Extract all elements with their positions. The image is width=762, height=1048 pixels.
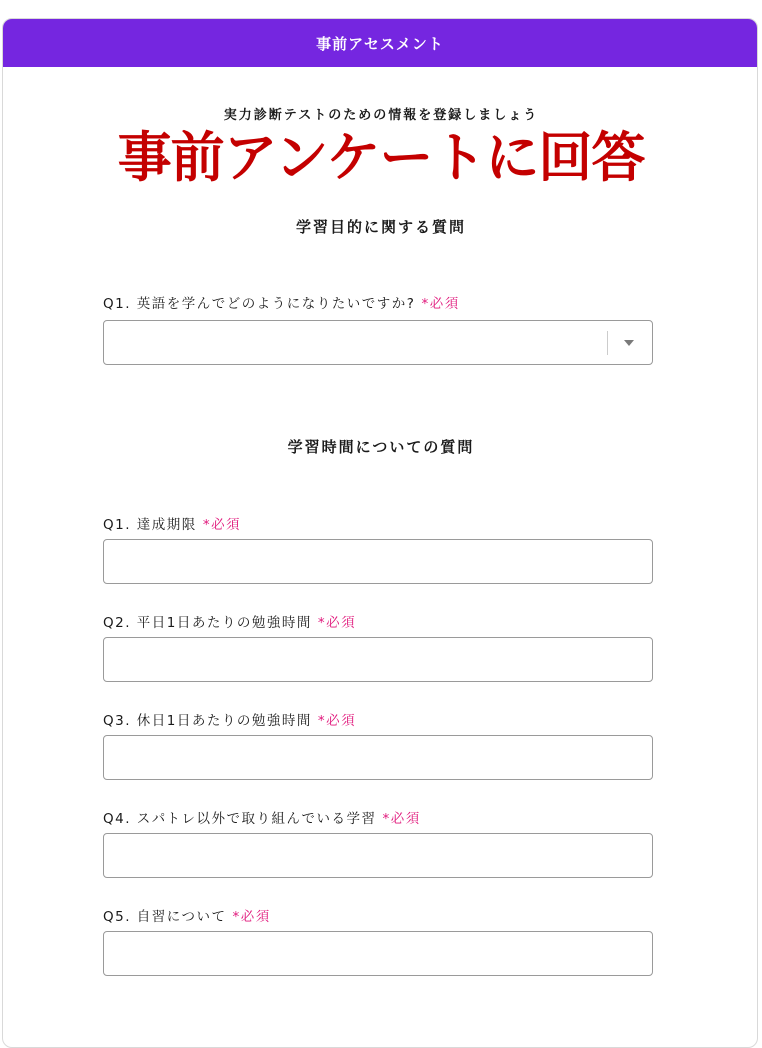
required-marker: *必須 bbox=[421, 296, 460, 312]
deadline-input-field[interactable] bbox=[103, 539, 653, 584]
question-text: Q5. 自習について bbox=[103, 909, 227, 925]
other-study-input-field[interactable] bbox=[103, 833, 653, 878]
holiday-hours-input[interactable] bbox=[104, 736, 652, 779]
section-heading-purpose: 学習目的に関する質問 bbox=[295, 218, 466, 236]
required-marker: *必須 bbox=[232, 909, 271, 925]
section-heading-study-time: 学習時間についての質問 bbox=[287, 438, 475, 456]
self-study-input-field[interactable] bbox=[103, 931, 653, 976]
question-text: Q4. スパトレ以外で取り組んでいる学習 bbox=[103, 811, 377, 827]
header-title: 事前アセスメント bbox=[316, 34, 444, 53]
weekday-hours-input[interactable] bbox=[104, 638, 652, 681]
select-separator bbox=[607, 331, 608, 355]
question-text: Q3. 休日1日あたりの勉強時間 bbox=[103, 713, 312, 729]
hero-subtitle: 実力診断テストのための情報を登録しましょう bbox=[223, 108, 539, 123]
question-label-deadline bbox=[103, 513, 241, 533]
holiday-hours-input-field[interactable] bbox=[103, 735, 653, 780]
question-label-holiday-hours bbox=[103, 709, 356, 729]
question-label-other-study bbox=[103, 807, 421, 827]
other-study-input[interactable] bbox=[104, 834, 652, 877]
question-label-weekday-hours bbox=[103, 611, 356, 631]
required-marker: *必須 bbox=[382, 811, 421, 827]
required-marker: *必須 bbox=[317, 615, 357, 631]
required-marker: *必須 bbox=[202, 517, 242, 533]
purpose-select[interactable] bbox=[103, 320, 653, 365]
deadline-input[interactable] bbox=[104, 540, 652, 583]
question-text: Q1. 英語を学んでどのようになりたいですか? bbox=[103, 296, 416, 312]
weekday-hours-input-field[interactable] bbox=[103, 637, 653, 682]
hero-title: 事前アンケートに回答 bbox=[117, 126, 645, 189]
chevron-down-icon[interactable] bbox=[624, 340, 634, 346]
card-header bbox=[3, 19, 757, 67]
required-marker: *必須 bbox=[317, 713, 357, 729]
question-label-self-study bbox=[103, 905, 271, 925]
self-study-input[interactable] bbox=[104, 932, 652, 975]
question-text: Q1. 達成期限 bbox=[103, 517, 197, 533]
question-label-purpose-q1 bbox=[103, 292, 460, 312]
question-text: Q2. 平日1日あたりの勉強時間 bbox=[103, 615, 312, 631]
